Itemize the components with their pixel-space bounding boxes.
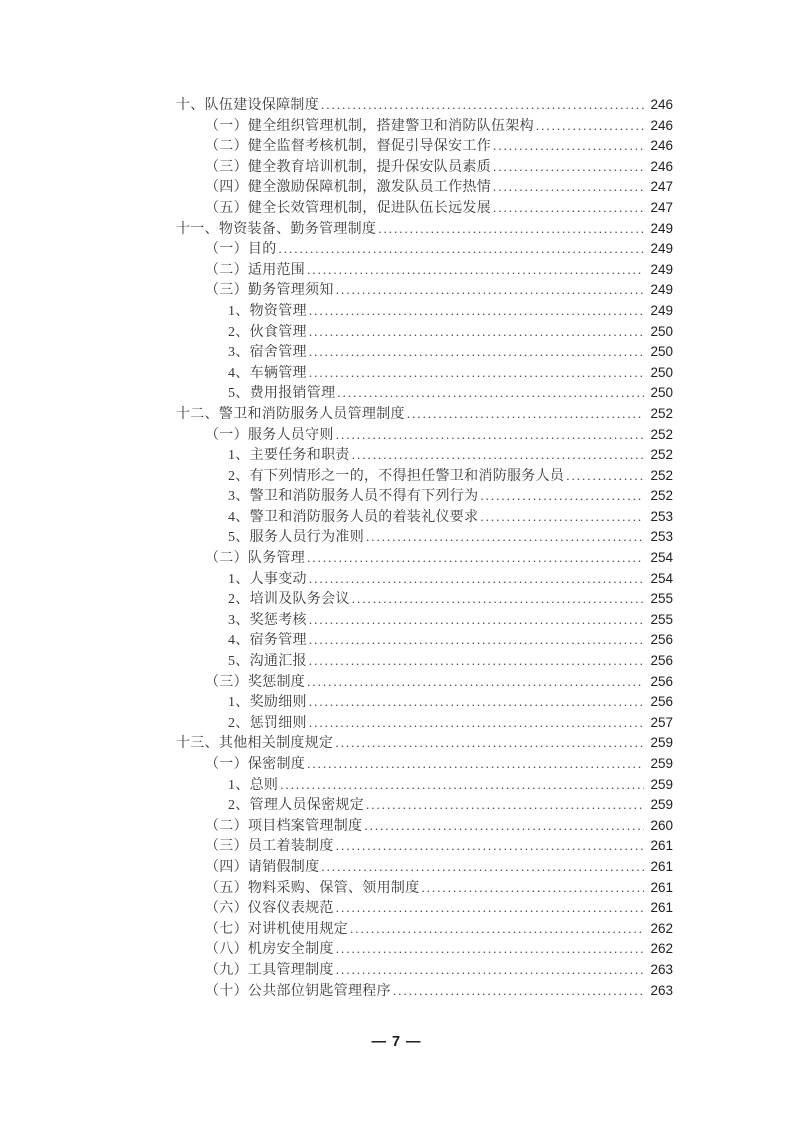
toc-entry-page: 254 xyxy=(650,550,673,566)
dot-leader xyxy=(336,425,644,447)
toc-entry-page: 257 xyxy=(650,714,673,730)
toc-entry-page: 262 xyxy=(650,941,673,957)
toc-entry-text: 4、警卫和消防服务人员的着装礼仪要求 xyxy=(228,509,479,525)
dot-leader xyxy=(493,157,644,179)
toc-entry-text: （十）公共部位钥匙管理程序 xyxy=(205,983,391,999)
dot-leader xyxy=(366,527,644,549)
dot-leader xyxy=(480,507,644,529)
dot-leader xyxy=(309,301,644,323)
toc-entry-page: 259 xyxy=(650,735,673,751)
toc-entry-text: （三）健全教育培训机制，提升保安队员素质 xyxy=(205,159,491,175)
toc-entry[interactable] xyxy=(176,219,673,240)
dot-leader xyxy=(307,548,644,570)
dot-leader xyxy=(309,713,644,735)
toc-entry-page: 263 xyxy=(650,961,673,977)
toc-entry-page: 252 xyxy=(650,488,673,504)
toc-entry-text: （五）健全长效管理机制，促进队伍长远发展 xyxy=(205,200,491,216)
toc-entry-page: 250 xyxy=(650,364,673,380)
toc-entry-text: （五）物料采购、保管、领用制度 xyxy=(205,880,420,896)
toc-entry-page: 247 xyxy=(650,199,673,215)
toc-entry[interactable] xyxy=(176,198,673,219)
toc-entry-text: 5、服务人员行为准则 xyxy=(228,530,364,546)
dot-leader xyxy=(336,836,644,858)
toc-entry-text: 2、有下列情形之一的，不得担任警卫和消防服务人员 xyxy=(228,468,565,484)
dot-leader xyxy=(336,960,644,982)
toc-entry-page: 247 xyxy=(650,179,673,195)
toc-entry-page: 249 xyxy=(650,261,673,277)
dot-leader xyxy=(335,733,644,755)
toc-entry-text: （三）员工着装制度 xyxy=(205,839,334,855)
toc-entry[interactable] xyxy=(176,733,673,754)
toc-entry-page: 249 xyxy=(650,302,673,318)
toc-entry-page: 259 xyxy=(650,797,673,813)
dot-leader xyxy=(493,177,644,199)
toc-entry-text: （三）勤务管理须知 xyxy=(205,283,334,299)
toc-entry-text: （四）请销假制度 xyxy=(205,859,320,875)
dot-leader xyxy=(280,775,644,797)
toc-entry[interactable] xyxy=(176,95,673,116)
dot-leader xyxy=(309,610,644,632)
toc-entry[interactable] xyxy=(176,939,673,960)
toc-entry[interactable] xyxy=(176,960,673,981)
toc-entry-page: 246 xyxy=(650,158,673,174)
toc-entry[interactable] xyxy=(176,136,673,157)
toc-entry-page: 256 xyxy=(650,632,673,648)
toc-entry-page: 261 xyxy=(650,858,673,874)
toc-entry[interactable] xyxy=(176,878,673,899)
dot-leader xyxy=(321,95,644,117)
toc-entry[interactable] xyxy=(176,486,673,507)
dot-leader xyxy=(307,672,644,694)
dot-leader xyxy=(352,445,644,467)
toc-entry-text: （二）适用范围 xyxy=(205,262,306,278)
toc-entry[interactable] xyxy=(176,795,673,816)
toc-entry[interactable] xyxy=(176,981,673,1002)
toc-entry-text: 2、惩罚细则 xyxy=(228,715,307,731)
toc-entry-page: 249 xyxy=(650,282,673,298)
toc-entry[interactable] xyxy=(176,898,673,919)
toc-entry-text: （九）工具管理制度 xyxy=(205,962,334,978)
toc-entry-page: 260 xyxy=(650,817,673,833)
toc-entry[interactable] xyxy=(176,589,673,610)
toc-entry-text: 1、物资管理 xyxy=(228,303,307,319)
toc-entry-text: （一）服务人员守则 xyxy=(205,427,334,443)
toc-entry[interactable] xyxy=(176,569,673,590)
toc-entry-text: 4、车辆管理 xyxy=(228,365,307,381)
toc-entry-page: 246 xyxy=(650,138,673,154)
toc-entry[interactable] xyxy=(176,775,673,796)
toc-entry-page: 246 xyxy=(650,97,673,112)
toc-entry-page: 261 xyxy=(650,879,673,895)
toc-entry-text: 1、总则 xyxy=(228,777,279,793)
toc-entry[interactable] xyxy=(176,507,673,528)
toc-entry-page: 253 xyxy=(650,508,673,524)
toc-entry-page: 255 xyxy=(650,611,673,627)
toc-entry[interactable] xyxy=(176,322,673,343)
dot-leader xyxy=(536,116,644,138)
toc-entry-page: 256 xyxy=(650,653,673,669)
toc-entry-text: （二）队务管理 xyxy=(205,551,306,567)
dot-leader xyxy=(393,981,644,1003)
toc-entry-page: 252 xyxy=(650,405,673,421)
toc-entry-text: 3、宿舍管理 xyxy=(228,345,307,361)
toc-entry[interactable] xyxy=(176,280,673,301)
dot-leader xyxy=(378,219,644,241)
toc-entry-text: 3、警卫和消防服务人员不得有下列行为 xyxy=(228,489,479,505)
toc-entry-page: 250 xyxy=(650,344,673,360)
toc-entry[interactable] xyxy=(176,651,673,672)
dot-leader xyxy=(307,260,644,282)
dot-leader xyxy=(480,486,644,508)
toc-entry[interactable] xyxy=(176,363,673,384)
toc-entry-page: 256 xyxy=(650,694,673,710)
toc-entry-page: 255 xyxy=(650,591,673,607)
page-number-footer: — 7 — xyxy=(371,1034,422,1050)
toc-entry-page: 250 xyxy=(650,323,673,339)
toc-entry-text: 2、培训及队务会议 xyxy=(228,592,350,608)
toc-entry-page: 254 xyxy=(650,570,673,586)
dot-leader xyxy=(407,404,644,426)
toc-entry[interactable] xyxy=(176,239,673,260)
toc-entry-page: 263 xyxy=(650,982,673,998)
toc-entry-text: 1、人事变动 xyxy=(228,571,307,587)
dot-leader xyxy=(337,383,644,405)
toc-entry[interactable] xyxy=(176,425,673,446)
toc-entry-page: 249 xyxy=(650,220,673,236)
toc-entry-page: 259 xyxy=(650,776,673,792)
table-of-contents xyxy=(176,95,673,1001)
dot-leader xyxy=(279,239,645,261)
dot-leader xyxy=(352,589,644,611)
toc-entry[interactable] xyxy=(176,116,673,137)
toc-entry-text: （一）健全组织管理机制，搭建警卫和消防队伍架构 xyxy=(205,118,534,134)
toc-entry[interactable] xyxy=(176,610,673,631)
toc-entry-text: 5、沟通汇报 xyxy=(228,654,307,670)
toc-entry-page: 252 xyxy=(650,426,673,442)
dot-leader xyxy=(493,136,644,158)
toc-entry-text: 5、费用报销管理 xyxy=(228,386,336,402)
toc-entry-text: （四）健全激励保障机制，激发队员工作热情 xyxy=(205,180,491,196)
toc-entry-text: （二）健全监督考核机制，督促引导保安工作 xyxy=(205,139,491,155)
toc-entry-page: 252 xyxy=(650,447,673,463)
toc-entry-text: 十三、其他相关制度规定 xyxy=(176,736,334,752)
toc-entry-text: 2、伙食管理 xyxy=(228,324,307,340)
toc-entry-text: 1、奖励细则 xyxy=(228,695,307,711)
dot-leader xyxy=(366,795,644,817)
toc-entry-page: 256 xyxy=(650,673,673,689)
dot-leader xyxy=(422,878,645,900)
toc-entry-text: 3、奖惩考核 xyxy=(228,612,307,628)
toc-entry-text: （八）机房安全制度 xyxy=(205,942,334,958)
dot-leader xyxy=(309,363,644,385)
toc-entry-text: （七）对讲机使用规定 xyxy=(205,921,348,937)
toc-entry[interactable] xyxy=(176,527,673,548)
dot-leader xyxy=(364,816,644,838)
dot-leader xyxy=(350,919,644,941)
toc-entry-text: （一）保密制度 xyxy=(205,757,306,772)
toc-entry[interactable] xyxy=(176,383,673,404)
toc-entry[interactable] xyxy=(176,548,673,569)
toc-entry[interactable] xyxy=(176,713,673,734)
toc-entry-page: 249 xyxy=(650,241,673,257)
toc-entry[interactable] xyxy=(176,342,673,363)
toc-entry-page: 261 xyxy=(650,838,673,854)
dot-leader xyxy=(336,898,644,920)
dot-leader xyxy=(493,198,644,220)
toc-entry-text: （一）目的 xyxy=(205,242,277,258)
toc-entry-page: 246 xyxy=(650,117,673,133)
toc-entry[interactable] xyxy=(176,630,673,651)
toc-entry[interactable] xyxy=(176,157,673,178)
toc-entry-text: 十一、物资装备、勤务管理制度 xyxy=(176,221,377,237)
toc-entry[interactable] xyxy=(176,754,673,775)
toc-entry-page: 259 xyxy=(650,756,673,771)
toc-entry[interactable] xyxy=(176,260,673,281)
dot-leader xyxy=(309,651,644,673)
toc-entry[interactable] xyxy=(176,836,673,857)
toc-entry[interactable] xyxy=(176,692,673,713)
toc-entry[interactable] xyxy=(176,672,673,693)
toc-entry[interactable] xyxy=(176,301,673,322)
toc-entry-text: （六）仪容仪表规范 xyxy=(205,901,334,917)
toc-entry[interactable] xyxy=(176,404,673,425)
dot-leader xyxy=(321,857,644,879)
toc-entry[interactable] xyxy=(176,919,673,940)
toc-entry[interactable] xyxy=(176,177,673,198)
dot-leader xyxy=(336,280,644,302)
toc-entry-page: 250 xyxy=(650,385,673,401)
toc-entry-text: 十二、警卫和消防服务人员管理制度 xyxy=(176,406,405,422)
toc-entry-text: 1、主要任务和职责 xyxy=(228,448,350,464)
dot-leader xyxy=(307,754,644,776)
toc-entry-text: （二）项目档案管理制度 xyxy=(205,818,363,834)
toc-entry[interactable] xyxy=(176,445,673,466)
toc-entry-text: 2、管理人员保密规定 xyxy=(228,798,364,814)
dot-leader xyxy=(566,466,644,488)
toc-entry-text: （三）奖惩制度 xyxy=(205,674,306,690)
toc-entry-page: 252 xyxy=(650,467,673,483)
dot-leader xyxy=(309,630,644,652)
dot-leader xyxy=(309,342,644,364)
toc-entry-page: 253 xyxy=(650,529,673,545)
dot-leader xyxy=(309,569,644,591)
toc-entry[interactable] xyxy=(176,466,673,487)
toc-entry[interactable] xyxy=(176,857,673,878)
toc-entry-text: 十、队伍建设保障制度 xyxy=(176,98,319,113)
toc-entry-text: 4、宿务管理 xyxy=(228,633,307,649)
dot-leader xyxy=(309,692,644,714)
toc-entry[interactable] xyxy=(176,816,673,837)
dot-leader xyxy=(336,939,644,961)
toc-entry-page: 261 xyxy=(650,900,673,916)
toc-entry-page: 262 xyxy=(650,920,673,936)
dot-leader xyxy=(309,322,644,344)
